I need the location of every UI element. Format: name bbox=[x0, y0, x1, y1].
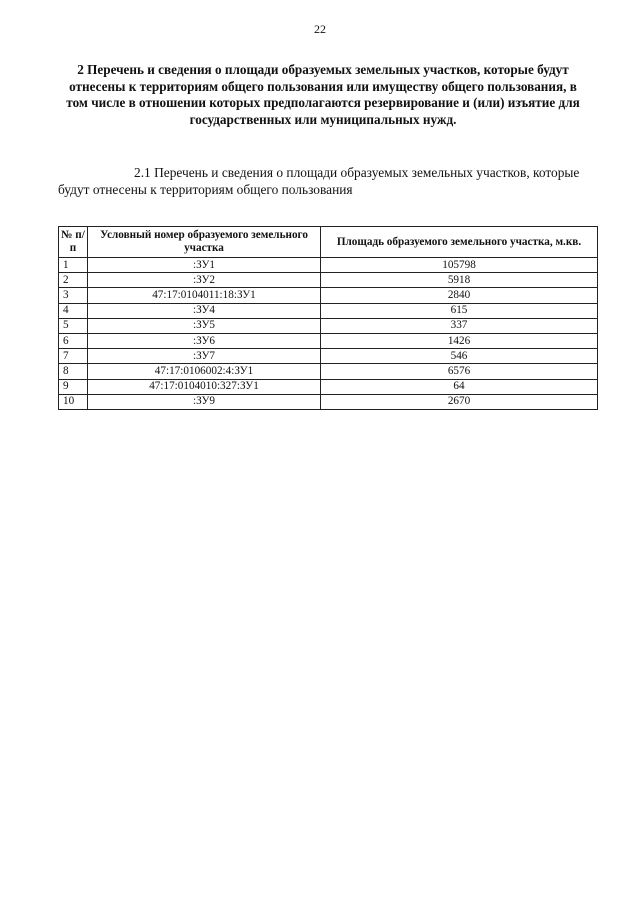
row-area: 6576 bbox=[321, 364, 598, 379]
table-row bbox=[59, 333, 598, 348]
table-row bbox=[59, 379, 598, 394]
header-code: Условный номер образуемого земельного участка bbox=[88, 227, 321, 258]
table-header-row bbox=[59, 227, 598, 258]
row-code: 47:17:0104010:327:ЗУ1 bbox=[88, 379, 321, 394]
subsection-heading-text: 2.1 Перечень и сведения о площади образуемых земельных участков, которые будут отнесены к территориям общего пользования bbox=[58, 165, 580, 197]
row-area: 337 bbox=[321, 318, 598, 333]
row-num: 5 bbox=[59, 318, 88, 333]
row-code: :ЗУ9 bbox=[88, 394, 321, 409]
row-area: 2840 bbox=[321, 288, 598, 303]
row-code: :ЗУ7 bbox=[88, 349, 321, 364]
table-row bbox=[59, 364, 598, 379]
row-num: 3 bbox=[59, 288, 88, 303]
row-area: 5918 bbox=[321, 273, 598, 288]
header-num: № п/п bbox=[59, 227, 88, 258]
row-code: :ЗУ2 bbox=[88, 273, 321, 288]
table-row bbox=[59, 318, 598, 333]
row-code: :ЗУ4 bbox=[88, 303, 321, 318]
row-area: 546 bbox=[321, 349, 598, 364]
table-row bbox=[59, 273, 598, 288]
table-row bbox=[59, 349, 598, 364]
row-num: 4 bbox=[59, 303, 88, 318]
table-row bbox=[59, 288, 598, 303]
row-area: 64 bbox=[321, 379, 598, 394]
row-num: 8 bbox=[59, 364, 88, 379]
row-code: :ЗУ6 bbox=[88, 333, 321, 348]
row-num: 7 bbox=[59, 349, 88, 364]
row-area: 1426 bbox=[321, 333, 598, 348]
row-num: 2 bbox=[59, 273, 88, 288]
page-number: 22 bbox=[314, 22, 326, 36]
row-code: 47:17:0104011:18:ЗУ1 bbox=[88, 288, 321, 303]
row-area: 105798 bbox=[321, 258, 598, 273]
row-code: :ЗУ5 bbox=[88, 318, 321, 333]
row-num: 9 bbox=[59, 379, 88, 394]
table-row bbox=[59, 258, 598, 273]
parcels-table bbox=[58, 226, 598, 410]
subsection-heading bbox=[58, 165, 586, 198]
table-row bbox=[59, 394, 598, 409]
header-area: Площадь образуемого земельного участка, м.кв. bbox=[321, 227, 598, 258]
row-num: 1 bbox=[59, 258, 88, 273]
row-area: 2670 bbox=[321, 394, 598, 409]
table-row bbox=[59, 303, 598, 318]
row-code: 47:17:0106002:4:ЗУ1 bbox=[88, 364, 321, 379]
row-num: 6 bbox=[59, 333, 88, 348]
section-heading: 2 Перечень и сведения о площади образуемых земельных участков, которые будут отнесены к территориям общего пользования или имуществу общего пользования, в том числе в отношении которых предполагаются резервирование и (или) изъятие для государственных или муниципальных нужд. bbox=[66, 62, 580, 127]
row-area: 615 bbox=[321, 303, 598, 318]
row-num: 10 bbox=[59, 394, 88, 409]
row-code: :ЗУ1 bbox=[88, 258, 321, 273]
